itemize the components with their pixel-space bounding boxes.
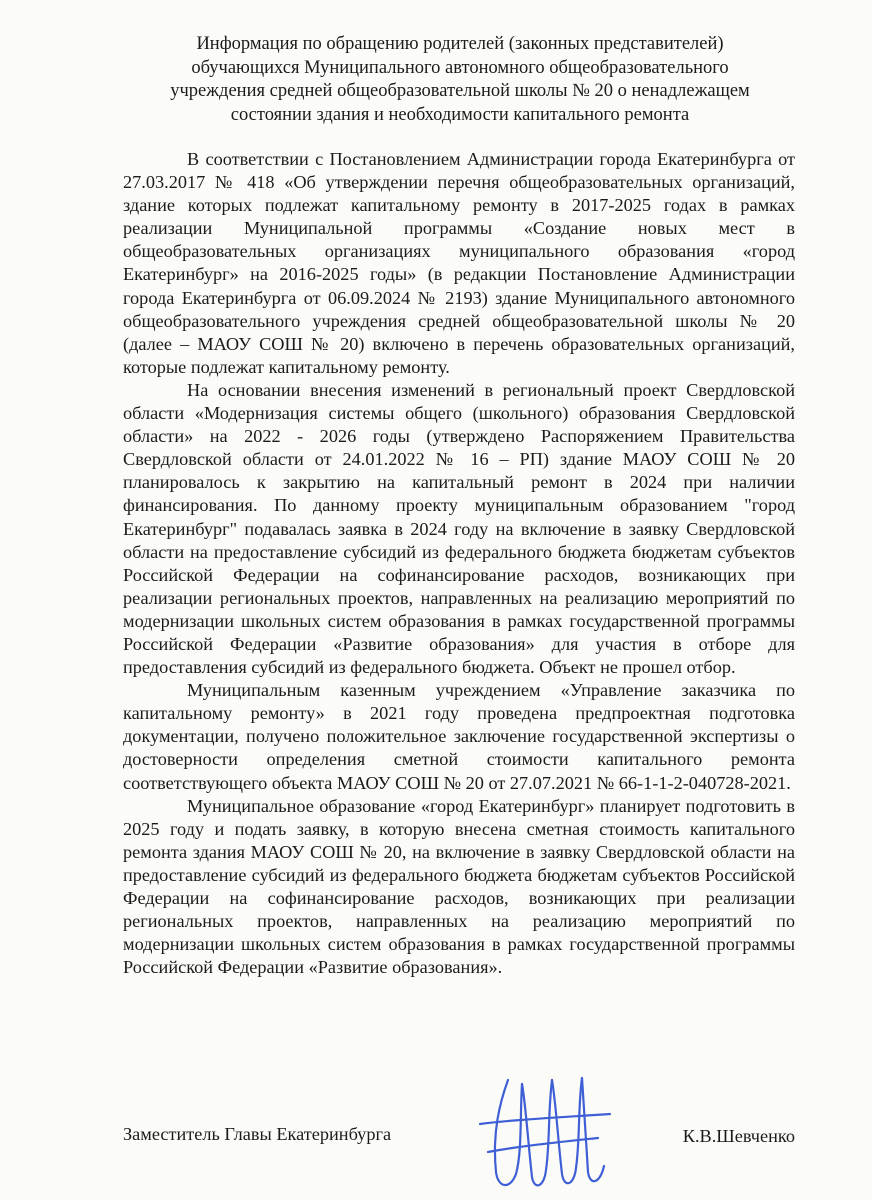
paragraph-1: В соответствии с Постановлением Администрации города Екатеринбурга от 27.03.2017 № 418 «Об утверждении перечня общеобразовательных организаций, здание которых подлежат капитальному ремонту в 2017-2025 годах в рамках реализации Муниципальной программы «Создание новых мест в общеобразовательных организациях муниципального образования «город Екатеринбург» на 2016-2025 годы» (в редакции Постановление Администрации города Екатеринбурга от 06.09.2024 № 2193) здание Муниципального автономного общеобразовательного учреждения средней общеобразовательной школы № 20 (далее – МАОУ СОШ № 20) включено в перечень образовательных организаций, которые подлежат капитальному ремонту.: [123, 149, 795, 377]
signatory-role: Заместитель Главы Екатеринбурга: [123, 1124, 392, 1144]
signatory-name: К.В.Шевченко: [682, 1126, 795, 1146]
document-body: [123, 148, 795, 979]
signature-block: [123, 1124, 795, 1154]
paragraph-4: Муниципальное образование «город Екатеринбург» планирует подготовить в 2025 году и подать заявку, в которую внесена сметная стоимость капитального ремонта здания МАОУ СОШ № 20, на включение в заявку Свердловской области на предоставление субсидий из федерального бюджета бюджетам субъектов Российской Федерации на софинансирование расходов, возникающих при реализации региональных проектов, направленных на реализацию мероприятий по модернизации школьных систем образования в рамках государственной программы Российской Федерации «Развитие образования».: [123, 795, 795, 978]
paragraph-2: На основании внесения изменений в региональный проект Свердловской области «Модернизация системы общего (школьного) образования Свердловской области» на 2022 - 2026 годы (утверждено Распоряжением Правительства Свердловской области от 24.01.2022 № 16 – РП) здание МАОУ СОШ № 20 планировалось к закрытию на капитальный ремонт в 2024 при наличии финансирования. По данному проекту муниципальным образованием "город Екатеринбург" подавалась заявка в 2024 году на включение в заявку Свердловской области на предоставление субсидий из федерального бюджета бюджетам субъектов Российской Федерации на софинансирование расходов, возникающих при реализации региональных проектов, направленных на реализацию мероприятий по модернизации школьных систем образования в рамках государственной программы Российской Федерации «Развитие образования» для участия в отборе для предоставления субсидий из федерального бюджета. Объект не прошел отбор.: [123, 379, 795, 678]
paragraph-3: Муниципальным казенным учреждением «Управление заказчика по капитальному ремонту» в 2021 году проведена предпроектная подготовка документации, получено положительное заключение государственной экспертизы о достоверности определения сметной стоимости капитального ремонта соответствующего объекта МАОУ СОШ № 20 от 27.07.2021 № 66-1-1-2-040728-2021.: [123, 680, 795, 793]
document-title: Информация по обращению родителей (законных представителей) обучающихся Муниципального автономного общеобразовательного учреждения средней общеобразовательной школы № 20 о ненадлежащем состоянии здания и необходимости капитального ремонта: [170, 34, 750, 125]
